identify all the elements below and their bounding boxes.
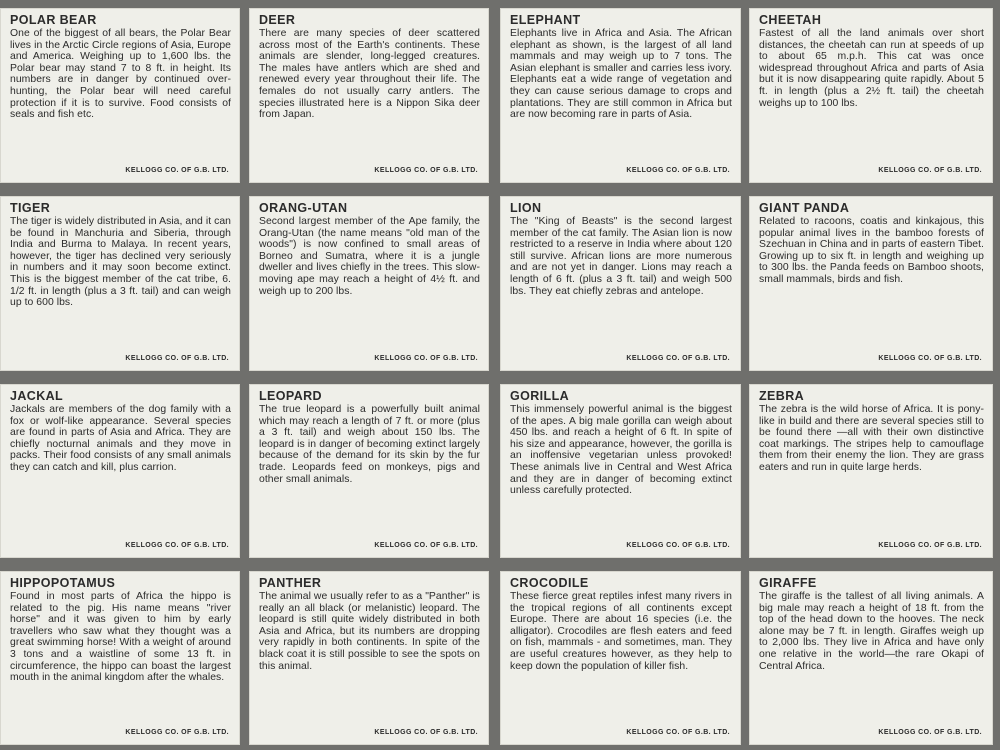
card-title: CHEETAH bbox=[759, 13, 822, 27]
card-title: DEER bbox=[259, 13, 296, 27]
card-publisher: KELLOGG CO. OF G.B. LTD. bbox=[626, 542, 730, 549]
card-description: These fierce great reptiles infest many rivers in the tropical regions of all continents except Europe. There are about 16 species (i.e. the alligator). Crocodiles are flesh eaters and feed on fish, mammals - and sometimes, man. They are useful creatures however, as they help to keep down the population of killer fish. bbox=[510, 591, 732, 672]
card-title: LION bbox=[510, 201, 542, 215]
card-title: ZEBRA bbox=[759, 389, 805, 403]
card-title: POLAR BEAR bbox=[10, 13, 97, 27]
leopard-card bbox=[249, 384, 489, 558]
card-description: One of the biggest of all bears, the Polar Bear lives in the Arctic Circle regions of Asia, Europe and America. Weighing up to 1,600 lbs. the Polar bear may stand 7 to 8 ft. in height. Its numbers are in danger by continued over-hunting, the Polar bear will need careful protection if it is to survive. Food consists of seals and fish etc. bbox=[10, 28, 231, 121]
card-publisher: KELLOGG CO. OF G.B. LTD. bbox=[878, 167, 982, 174]
orang-utan-card bbox=[249, 196, 489, 371]
card-description: Fastest of all the land animals over short distances, the cheetah can run at speeds of up to about 65 m.p.h. This cat was once widespread throughout Africa and parts of Asia but it is now disappearing quite rapidly. About 5 ft. in length (plus a 2½ ft. tail) the cheetah weighs up to 100 lbs. bbox=[759, 28, 984, 109]
card-description: This immensely powerful animal is the biggest of the apes. A big male gorilla can weigh about 450 lbs. and reach a height of 6 ft. In spite of his size and appearance, however, the gorilla is an inoffensive vegetarian unless provoked! These animals live in Central and West Africa and they are in danger of becoming extinct unless carefully protected. bbox=[510, 404, 732, 497]
card-publisher: KELLOGG CO. OF G.B. LTD. bbox=[374, 355, 478, 362]
crocodile-card bbox=[500, 571, 741, 745]
deer-card bbox=[249, 8, 489, 183]
card-publisher: KELLOGG CO. OF G.B. LTD. bbox=[125, 542, 229, 549]
card-publisher: KELLOGG CO. OF G.B. LTD. bbox=[125, 729, 229, 736]
card-title: PANTHER bbox=[259, 576, 322, 590]
card-title: GORILLA bbox=[510, 389, 570, 403]
jackal-card bbox=[0, 384, 240, 558]
card-description: The zebra is the wild horse of Africa. It is pony-like in build and there are several species still to be found there —all with their own distinctive coat markings. The stripes help to camouflage them from their enemy the lion. They are grass eaters and run in quite large herds. bbox=[759, 404, 984, 473]
card-description: The true leopard is a powerfully built animal which may reach a length of 7 ft. or more (plus a 3 ft. tail) and weigh about 150 lbs. The leopard is in danger of becoming extinct largely because of the demand for its skin by the fur trade. Leopards feed on monkeys, pigs and other small animals. bbox=[259, 404, 480, 485]
panther-card bbox=[249, 571, 489, 745]
card-title: JACKAL bbox=[10, 389, 64, 403]
card-title: GIANT PANDA bbox=[759, 201, 850, 215]
card-description: The animal we usually refer to as a "Panther" is really an all black (or melanistic) leopard. The leopard is still quite widely distributed in both Asia and Africa, but its numbers are dropping very rapidly in both continents. In spite of the black coat it is still possible to see the spots on this animal. bbox=[259, 591, 480, 672]
card-publisher: KELLOGG CO. OF G.B. LTD. bbox=[878, 729, 982, 736]
card-publisher: KELLOGG CO. OF G.B. LTD. bbox=[878, 542, 982, 549]
card-title: HIPPOPOTAMUS bbox=[10, 576, 116, 590]
hippopotamus-card bbox=[0, 571, 240, 745]
card-title: TIGER bbox=[10, 201, 51, 215]
card-description: Found in most parts of Africa the hippo is related to the pig. His name means "river horse" and it was given to him by early travellers who saw what they thought was a great swimming horse! With a weight of around 3 tons and a waistline of some 13 ft. in circumference, the hippo can boast the largest mouth in the animal kingdom after the whales. bbox=[10, 591, 231, 684]
card-title: ELEPHANT bbox=[510, 13, 581, 27]
card-publisher: KELLOGG CO. OF G.B. LTD. bbox=[878, 355, 982, 362]
zebra-card bbox=[749, 384, 993, 558]
card-publisher: KELLOGG CO. OF G.B. LTD. bbox=[125, 167, 229, 174]
card-description: The tiger is widely distributed in Asia, and it can be found in Manchuria and Siberia, through India and Burma to Malaya. In recent years, however, the tiger has declined very seriously in numbers and it may soon become extinct. This is the biggest member of the cat tribe, 6. 1/2 ft. in length (plus a 3 ft. tail) and can weigh up to 600 lbs. bbox=[10, 216, 231, 309]
card-description: Related to racoons, coatis and kinkajous, this popular animal lives in the bamboo forests of Szechuan in China and in parts of eastern Tibet. Growing up to six ft. in length and weighing up to 300 lbs. the Panda feeds on Bamboo shoots, small mammals, birds and fish. bbox=[759, 216, 984, 285]
card-publisher: KELLOGG CO. OF G.B. LTD. bbox=[626, 729, 730, 736]
card-title: LEOPARD bbox=[259, 389, 322, 403]
lion-card bbox=[500, 196, 741, 371]
giant-panda-card bbox=[749, 196, 993, 371]
tiger-card bbox=[0, 196, 240, 371]
card-publisher: KELLOGG CO. OF G.B. LTD. bbox=[626, 167, 730, 174]
card-description: Jackals are members of the dog family with a fox or wolf-like appearance. Several species are found in parts of Asia and Africa. They are chiefly nocturnal animals and they move in packs. Their food consists of any small animals they can catch and kill, plus carrion. bbox=[10, 404, 231, 473]
card-description: The "King of Beasts" is the second largest member of the cat family. The Asian lion is now restricted to a reserve in India where about 120 still survive. African lions are more numerous and are not yet in danger. Lions may reach a length of 6 ft. (plus a 3 ft. tail) and weigh 500 lbs. They eat chiefly zebras and antelope. bbox=[510, 216, 732, 297]
card-publisher: KELLOGG CO. OF G.B. LTD. bbox=[626, 355, 730, 362]
giraffe-card bbox=[749, 571, 993, 745]
card-publisher: KELLOGG CO. OF G.B. LTD. bbox=[374, 729, 478, 736]
card-title: GIRAFFE bbox=[759, 576, 817, 590]
card-title: ORANG-UTAN bbox=[259, 201, 348, 215]
card-description: The giraffe is the tallest of all living animals. A big male may reach a height of 18 ft. from the top of the head down to the hooves. The neck alone may be 7 ft. in length. Giraffes weigh up to 2,000 lbs. They live in Africa and have only one relative in the world—the rare Okapi of Central Africa. bbox=[759, 591, 984, 672]
card-publisher: KELLOGG CO. OF G.B. LTD. bbox=[374, 167, 478, 174]
gorilla-card bbox=[500, 384, 741, 558]
card-title: CROCODILE bbox=[510, 576, 589, 590]
card-description: Elephants live in Africa and Asia. The African elephant as shown, is the largest of all land mammals and may weigh up to 7 tons. The Asian elephant is smaller and carries less ivory. Elephants eat a wide range of vegetation and they can cause serious damage to crops and plantations. They are still common in Africa but are now becoming rare in parts of Asia. bbox=[510, 28, 732, 121]
card-publisher: KELLOGG CO. OF G.B. LTD. bbox=[374, 542, 478, 549]
card-description: There are many species of deer scattered across most of the Earth's continents. These animals are slender, long-legged creatures. The males have antlers which are shed and renewed every year throughout their life. The females do not usually carry antlers. The species illustrated here is a Nippon Sika deer from Japan. bbox=[259, 28, 480, 121]
elephant-card bbox=[500, 8, 741, 183]
card-publisher: KELLOGG CO. OF G.B. LTD. bbox=[125, 355, 229, 362]
card-description: Second largest member of the Ape family, the Orang-Utan (the name means "old man of the woods") is now confined to small areas of Borneo and Sumatra, where it is a jungle dweller and lives chiefly in the trees. This slow-moving ape may reach a height of 4½ ft. and weigh up to 200 lbs. bbox=[259, 216, 480, 297]
polar-bear-card bbox=[0, 8, 240, 183]
cheetah-card bbox=[749, 8, 993, 183]
